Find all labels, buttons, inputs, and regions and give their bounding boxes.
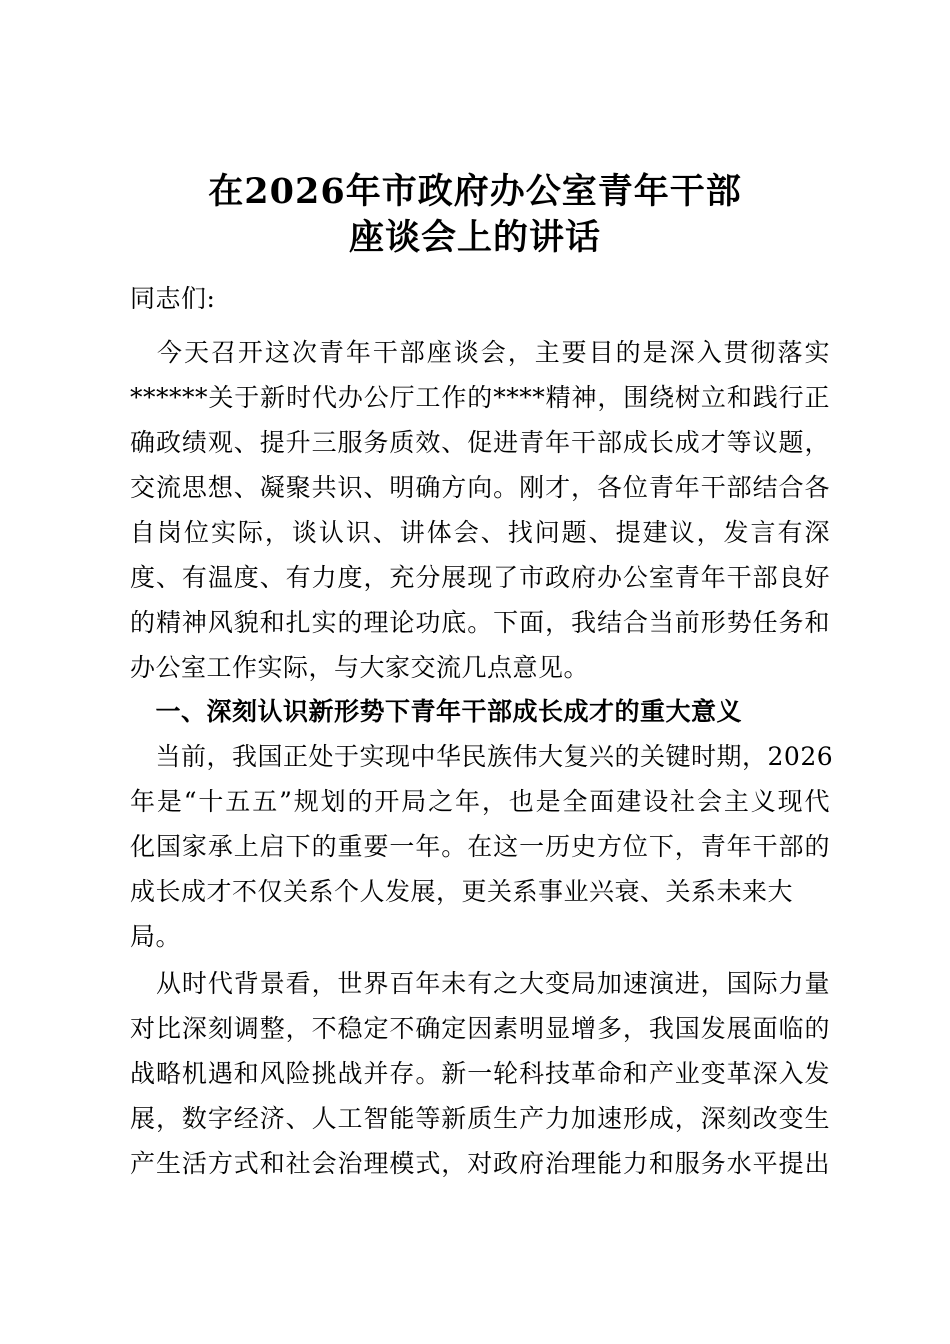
paragraph-line: 自岗位实际，谈认识、讲体会、找问题、提建议，发言有深 bbox=[130, 518, 830, 547]
paragraph-line: 成长成才不仅关系个人发展，更关系事业兴衰、关系未来大 bbox=[130, 877, 794, 906]
paragraph-line: 交流思想、凝聚共识、明确方向。刚才，各位青年干部结合各 bbox=[130, 473, 830, 502]
paragraph-line: 度、有温度、有力度，充分展现了市政府办公室青年干部良好 bbox=[130, 563, 830, 592]
paragraph-line: 对比深刻调整，不稳定不确定因素明显增多，我国发展面临的 bbox=[130, 1014, 830, 1043]
paragraph-line: 从时代背景看，世界百年未有之大变局加速演进，国际力量 bbox=[130, 969, 830, 998]
paragraph-line: 化国家承上启下的重要一年。在这一历史方位下，青年干部的 bbox=[130, 832, 830, 861]
paragraph-line: 战略机遇和风险挑战并存。新一轮科技革命和产业变革深入发 bbox=[130, 1059, 830, 1088]
paragraph-line: 展，数字经济、人工智能等新质生产力加速形成，深刻改变生 bbox=[130, 1104, 830, 1133]
paragraph-line: 办公室工作实际，与大家交流几点意见。 bbox=[130, 653, 590, 682]
paragraph-line: 局。 bbox=[130, 922, 182, 951]
paragraph-line: ******关于新时代办公厅工作的****精神，围绕树立和践行正 bbox=[130, 383, 830, 412]
paragraph-line: 年是“十五五”规划的开局之年，也是全面建设社会主义现代 bbox=[130, 787, 830, 816]
paragraph-line: 的精神风貌和扎实的理论功底。下面，我结合当前形势任务和 bbox=[130, 608, 830, 637]
section-heading: 一、深刻认识新形势下青年干部成长成才的重大意义 bbox=[130, 697, 743, 726]
salutation: 同志们: bbox=[130, 284, 216, 313]
paragraph-line: 产生活方式和社会治理模式，对政府治理能力和服务水平提出 bbox=[130, 1149, 830, 1178]
paragraph-line: 确政绩观、提升三服务质效、促进青年干部成长成才等议题， bbox=[130, 428, 830, 457]
paragraph-line: 今天召开这次青年干部座谈会，主要目的是深入贯彻落实 bbox=[130, 338, 830, 367]
title-line-1: 在2026年市政府办公室青年干部 bbox=[208, 171, 742, 212]
paragraph-line: 当前，我国正处于实现中华民族伟大复兴的关键时期，2026 bbox=[130, 742, 834, 771]
title-line-2: 座谈会上的讲话 bbox=[348, 217, 601, 258]
